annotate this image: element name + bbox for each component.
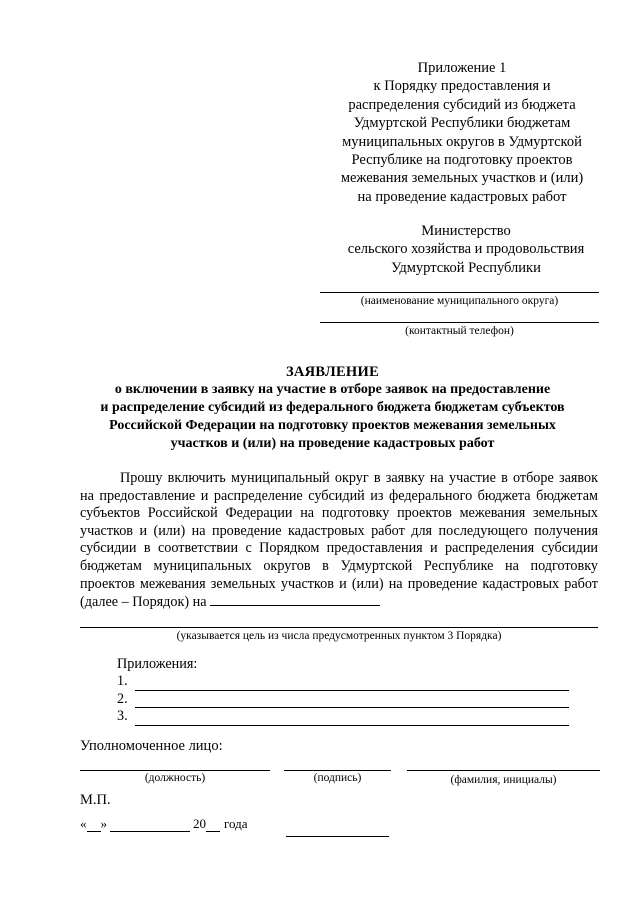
phone-caption: (контактный телефон) [405,325,514,337]
date-year-prefix: 20 [193,816,206,831]
attachment-field-line [135,712,569,726]
attachment-number: 2. [117,690,128,707]
purpose-field-line [80,627,598,628]
month-field-line [110,819,190,832]
attachments-label: Приложения: [117,656,198,672]
document-title [60,363,605,453]
appendix-header [316,59,608,206]
appendix-line: распределения субсидий из бюджета [348,96,576,113]
attachments-block [117,656,569,726]
purpose-fill-line [210,593,380,606]
title-main: ЗАЯВЛЕНИЕ [285,364,380,380]
name-field-line [407,770,600,771]
attachment-row [117,691,569,708]
signature-caption: (подпись) [313,772,362,784]
date-close-quote: » [100,816,107,831]
appendix-line: Республике на подготовку проектов [351,152,573,169]
appendix-line: к Порядку предоставления и [373,78,551,95]
day-field-line [87,819,101,832]
bottom-rule [286,836,389,837]
attachment-number: 1. [117,673,128,690]
appendix-line: межевания земельных участков и (или) [340,170,584,187]
date-suffix: года [224,816,248,831]
addressee-block [320,222,612,277]
stamp-place-label: М.П. [80,792,111,808]
year-field-line [206,819,220,832]
addressee-line: Удмуртской Республики [391,259,541,276]
municipality-field-line [320,292,599,293]
date-line [80,816,248,832]
attachment-row [117,673,569,690]
appendix-line: муниципальных округов в Удмуртской [342,133,582,150]
authorized-person-label: Уполномоченное лицо: [80,738,223,754]
purpose-caption: (указывается цель из числа предусмотренных пунктом 3 Порядка) [176,630,502,642]
date-open-quote: « [80,816,87,831]
attachment-number: 3. [117,708,128,725]
signature-field-line [284,770,391,771]
name-caption: (фамилия, инициалы) [450,774,557,786]
appendix-line: на проведение кадастровых работ [357,188,567,205]
body-paragraph: Прошу включить муниципальный округ в заявку на участие в отборе заявок на предоставление и распределение субсидий из федерального бюджета бюджетам субъектов Российской Федерации на подготовку проектов межевания земельных участков и (или) на проведение кадастровых работ для последующего получения субсидии в соответствии с Порядком предоставления и распределения субсидии бюджетам муниципальных округов в Удмуртской Республике на подготовку проектов межевания земельных участков и (или) на проведение кадастровых работ (далее – Порядок) на [80,470,598,611]
title-line: и распределение субсидий из федерального бюджета бюджетам субъектов [100,400,565,415]
attachment-field-line [135,694,569,708]
position-caption: (должность) [144,772,206,784]
attachment-row [117,708,569,725]
title-line: о включении в заявку на участие в отборе заявок на предоставление [114,382,551,397]
addressee-line: сельского хозяйства и продовольствия [347,241,585,258]
appendix-line: Приложение 1 [417,60,507,76]
addressee-line: Министерство [421,223,511,239]
title-line: Российской Федерации на подготовку проектов межевания земельных [109,418,556,433]
municipality-caption: (наименование муниципального округа) [360,295,559,307]
body-paragraph-block [80,470,598,612]
appendix-line: Удмуртской Республики бюджетам [353,115,571,132]
title-line: участков и (или) на проведение кадастровых работ [170,436,495,451]
phone-field-line [320,322,599,323]
position-field-line [80,770,270,771]
attachment-field-line [135,677,569,691]
